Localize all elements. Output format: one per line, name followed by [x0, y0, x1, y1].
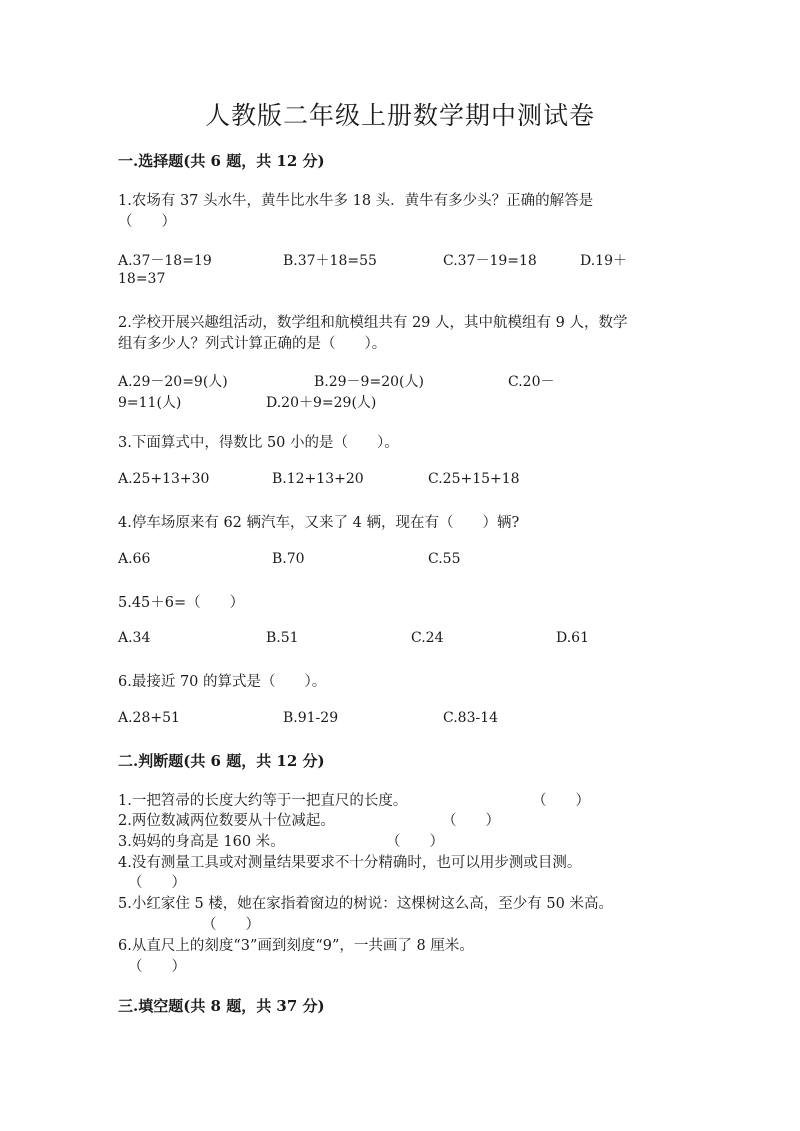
- judge-5-bracket: （ ）: [202, 917, 260, 933]
- q2-option-d: D.20＋9=29(人): [266, 395, 377, 411]
- judge-2-bracket: （ ）: [442, 813, 500, 829]
- question-2-stem: 2.学校开展兴趣组活动，数学组和航模组共有 29 人，其中航模组有 9 人，数学: [118, 315, 628, 331]
- judge-2: 2.两位数减两位数要从十位减起。: [118, 813, 335, 829]
- judge-4: 4.没有测量工具或对测量结果要求不十分精确时，也可以用步测或目测。: [118, 855, 582, 871]
- q1-option-b: B.37＋18=55: [283, 253, 377, 269]
- question-2-stem-cont: 组有多少人？列式计算正确的是（ ）。: [118, 336, 387, 352]
- q6-option-b: B.91-29: [283, 710, 339, 726]
- q1-option-a: A.37－18=19: [118, 253, 212, 269]
- q1-option-d-cont: 18=37: [118, 271, 166, 287]
- q3-option-b: B.12+13+20: [272, 471, 364, 487]
- question-1-bracket: （ ）: [118, 214, 176, 230]
- q2-option-a: A.29－20=9(人): [118, 374, 228, 390]
- page-title: 人教版二年级上册数学期中测试卷: [204, 101, 595, 130]
- judge-3-bracket: （ ）: [386, 834, 444, 850]
- q6-option-c: C.83-14: [443, 710, 499, 726]
- judge-6: 6.从直尺上的刻度“3”画到刻度“9”，一共画了 8 厘米。: [118, 938, 474, 954]
- question-4-stem: 4.停车场原来有 62 辆汽车，又来了 4 辆，现在有（ ）辆?: [118, 515, 520, 531]
- judge-6-bracket: （ ）: [128, 959, 186, 975]
- question-1-stem: 1.农场有 37 头水牛，黄牛比水牛多 18 头．黄牛有多少头？正确的解答是: [118, 193, 594, 209]
- q6-option-a: A.28+51: [118, 710, 180, 726]
- q1-option-d: D.19＋: [580, 253, 627, 269]
- q4-option-b: B.70: [272, 551, 305, 567]
- q5-option-d: D.61: [556, 630, 589, 646]
- q2-option-b: B.29－9=20(人): [314, 374, 424, 390]
- question-3-stem: 3.下面算式中，得数比 50 小的是（ ）。: [118, 435, 399, 451]
- section-heading-fill: 三.填空题(共 8 题，共 37 分): [118, 997, 325, 1015]
- q4-option-a: A.66: [118, 551, 151, 567]
- q2-option-c: C.20－: [508, 374, 555, 390]
- q5-option-b: B.51: [266, 630, 299, 646]
- judge-1-bracket: （ ）: [532, 793, 590, 809]
- question-5-stem: 5.45＋6=（ ）: [118, 595, 245, 611]
- q5-option-c: C.24: [411, 630, 444, 646]
- q5-option-a: A.34: [118, 630, 151, 646]
- judge-4-bracket: （ ）: [128, 875, 186, 891]
- q4-option-c: C.55: [428, 551, 461, 567]
- section-heading-choice: 一.选择题(共 6 题，共 12 分): [118, 152, 325, 170]
- question-6-stem: 6.最接近 70 的算式是（ ）。: [118, 674, 327, 690]
- q3-option-a: A.25+13+30: [118, 471, 210, 487]
- q3-option-c: C.25+15+18: [428, 471, 520, 487]
- judge-1: 1.一把笤帚的长度大约等于一把直尺的长度。: [118, 793, 408, 809]
- section-heading-judgement: 二.判断题(共 6 题，共 12 分): [118, 752, 325, 770]
- judge-3: 3.妈妈的身高是 160 米。: [118, 834, 285, 850]
- q2-option-c-cont: 9=11(人): [118, 395, 182, 411]
- judge-5: 5.小红家住 5 楼，她在家指着窗边的树说：这棵树这么高，至少有 50 米高。: [118, 896, 613, 912]
- q1-option-c: C.37－19=18: [443, 253, 537, 269]
